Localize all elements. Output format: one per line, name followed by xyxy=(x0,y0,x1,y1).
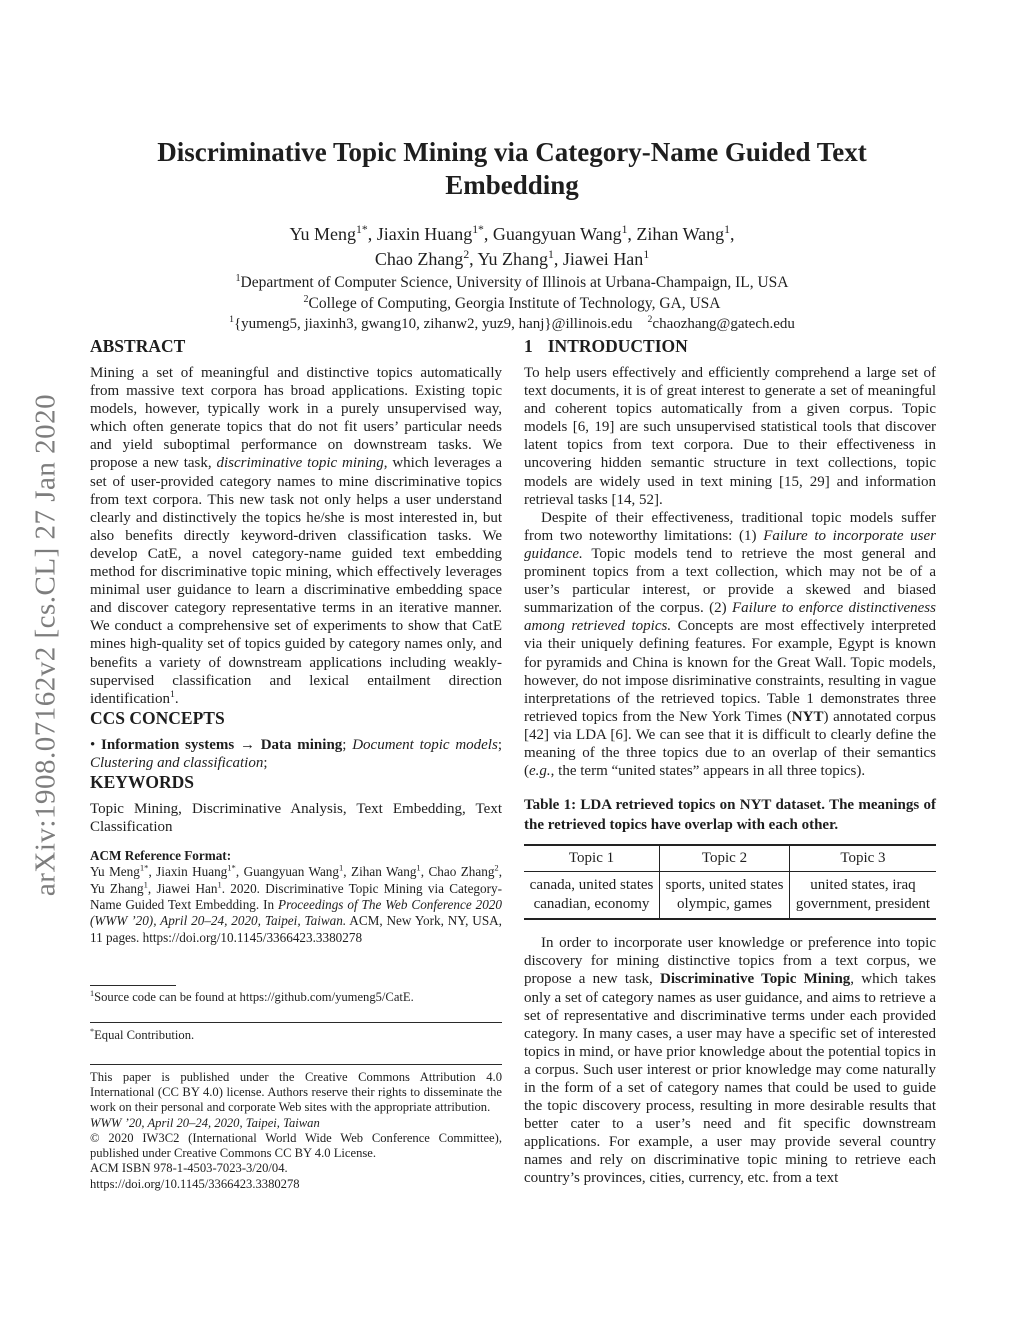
license-venue: WWW ’20, April 20–24, 2020, Taipei, Taiwan xyxy=(90,1115,320,1130)
introduction-para-3: In order to incorporate user knowledge or preference into topic discovery for mining distinctive topics from a text corpus, we propose a new task, Discriminative Topic Mining, which takes only a set of category names as user guidance, and aims to retrieve a set of representative and discriminative terms under each provided category. In many cases, a user may have a specific set of interested topics in mind, or have prior knowledge about the potential topics in a corpus. Such user interest or prior knowledge may come naturally in the form of a set of category names that could be used to guide the topic discovery process, resulting in more desirable results that better cater to a user’s need and fit specific downstream applications. For example, a user may provide several country names and rely on discriminative topic mining to retrieve each country’s provinces, cities, currency, etc. from a text xyxy=(524,935,936,1187)
footnote-rule-1 xyxy=(90,1022,502,1023)
table1-topic2-line1: sports, united states xyxy=(665,877,784,894)
introduction-heading-label: INTRODUCTION xyxy=(547,336,688,356)
ccs-heading: CCS CONCEPTS xyxy=(90,707,225,728)
license-doi: https://doi.org/10.1145/3366423.3380278 xyxy=(90,1176,300,1191)
paper-title-line2: Embedding xyxy=(445,170,579,200)
keywords-text: Topic Mining, Discriminative Analysis, Text Embedding, Text Classification xyxy=(90,800,502,836)
authors-line-2: Chao Zhang$^2$, Yu Zhang$^1$, Jiawei Han$^1$ xyxy=(374,248,650,269)
table1-topic2-line2: olympic, games xyxy=(676,895,772,912)
paper-title-line1: Discriminative Topic Mining via Category-Name Guided Text xyxy=(157,137,867,167)
footnote-equal-contribution: *Equal Contribution. xyxy=(90,1027,195,1043)
acm-reference-heading: ACM Reference Format: xyxy=(90,848,232,864)
arxiv-watermark: arXiv:1908.07162v2 [cs.CL] 27 Jan 2020 xyxy=(29,393,62,897)
introduction-heading xyxy=(524,336,936,356)
left-column xyxy=(90,336,502,1192)
table1-body-row xyxy=(524,872,936,920)
introduction-section-number: 1 xyxy=(524,336,533,356)
abstract-heading: ABSTRACT xyxy=(90,336,186,356)
affiliation-2: $^2$College of Computing, Georgia Institute of Technology, GA, USA xyxy=(303,293,721,312)
paper-title xyxy=(0,136,1024,202)
footnote-rule-2 xyxy=(90,1064,502,1065)
footnote-source-code: $^1$Source code can be found at https://github.com/yumeng5/CatE. xyxy=(90,988,414,1005)
table1-topic1-line1: canada, united states xyxy=(529,877,654,894)
affiliation-1: $^1$Department of Computer Science, University of Illinois at Urbana-Champaign, IL, USA xyxy=(235,272,789,291)
keywords-heading: KEYWORDS xyxy=(90,771,195,792)
authors-line-1: Yu Meng$^{1*}$, Jiaxin Huang$^{1*}$, Guangyuan Wang$^1$, Zihan Wang$^1$, xyxy=(289,223,735,244)
table1 xyxy=(524,844,936,920)
acm-reference-text: Yu Meng$^{1*}$, Jiaxin Huang$^{1*}$, Guangyuan Wang$^1$, Zihan Wang$^1$, Chao Zhang$^2$, Yu Zhang$^1$, Jiawei Han$^1$. 2020. Discriminative Topic Mining via Category-Name Guided Text Embedding. In Proceedings of The Web Conference 2020 (WWW ’20), April 20–24, 2020, Taipei, Taiwan. ACM, New York, NY, USA, 11 pages. https://doi.org/10.1145/3366423.3380278 xyxy=(90,863,503,945)
license-text: This paper is published under the Creative Commons Attribution 4.0 International (CC BY 4.0) license. Authors reserve their rights to disseminate the work on their personal and corporate Web sites with the appropriate attribution. xyxy=(90,1069,502,1115)
right-column xyxy=(524,336,936,1188)
table1-header-row xyxy=(524,845,936,872)
license-copyright: © 2020 IW3C2 (International World Wide Web Conference Committee), published under Creative Commons CC BY 4.0 License. xyxy=(90,1130,502,1161)
table1-header-topic2: Topic 2 xyxy=(660,845,790,872)
table1-topic3-line2: government, president xyxy=(795,895,931,912)
license-isbn: ACM ISBN 978-1-4503-7023-3/20/04. xyxy=(90,1161,288,1176)
table1-caption: Table 1: LDA retrieved topics on NYT dataset. The meanings of the retrieved topics have overlap with each other. xyxy=(524,797,936,833)
table1-cell-topic1 xyxy=(524,872,660,920)
footnote-rule-short xyxy=(90,985,176,986)
table1-header-topic1: Topic 1 xyxy=(524,845,660,872)
ccs-text: • Information systems → Data mining; Document topic models; Clustering and classification; xyxy=(90,736,502,771)
authors-block xyxy=(0,222,1024,272)
table1-topic3-line1: united states, iraq xyxy=(810,877,916,894)
table1-cell-topic3 xyxy=(789,872,936,920)
acm-reference-block xyxy=(90,848,502,946)
table1-header-topic3: Topic 3 xyxy=(789,845,936,872)
author-emails: $^1${yumeng5, jiaxinh3, gwang10, zihanw2, yuz9, hanj}@illinois.edu $^2$chaozhang@gatech.edu xyxy=(229,314,795,332)
table1-cell-topic2 xyxy=(660,872,790,920)
introduction-para-2: Despite of their effectiveness, traditional topic models suffer from two noteworthy limitations: (1) Failure to incorporate user guidance. Topic models tend to retrieve the most general and prominent topics from a text collection, which may not be of a user’s particular interest, or provide a skewed and biased summarization of the corpus. (2) Failure to enforce distinctiveness among retrieved topics. Concepts are most effectively interpreted via their uniquely defining features. For example, Egypt is known for pyramids and China is known for the Great Wall. Topic models, however, do not impose disriminative constraints, resulting in vague interpretations of the retrieved topics. Table 1 demonstrates three retrieved topics from the New York Times (NYT) annotated corpus [42] via LDA [6]. We can see that it is difficult to clearly define the meaning of the three topics due to an overlap of their semantics (e.g., the term “united states” appears in all three topics). xyxy=(524,509,936,780)
introduction-para-1: To help users effectively and efficiently comprehend a large set of text documents, it is of great interest to generate a set of meaningful and coherent topics automatically from a given corpus. Topic models [6, 19] are such unsupervised statistical tools that discover latent topics from text corpora. Due to their effectiveness in uncovering hidden semantic structure in text collections, topic models are widely used in text mining [15, 29] and information retrieval tasks [14, 52]. xyxy=(524,365,936,508)
abstract-text: Mining a set of meaningful and distinctive topics automatically from massive text corpora has broad applications. Existing topic models, however, typically work in a purely unsupervised way, which often generate topics that do not fit users’ particular needs and yield suboptimal performance on downstream tasks. We propose a new task, discriminative topic mining, which leverages a set of user-provided category names to mine discriminative topics from text corpora. This new task not only helps a user understand clearly and distinctively the topics he/she is most interested in, but also benefits directly keyword-driven classification tasks. We develop CatE, a novel category-name guided text embedding method for discriminative topic mining, which effectively leverages minimal user guidance to learn a discriminative embedding space and discover category representative terms in an iterative manner. We conduct a comprehensive set of experiments to show that CatE mines high-quality set of topics guided by category names only, and benefits a variety of downstream applications including weakly-supervised classification and lexical entailment direction identification$^1$. xyxy=(90,365,502,707)
paper-header xyxy=(0,136,1024,335)
footnote-cluster xyxy=(90,985,502,1192)
table1-topic1-line2: canadian, economy xyxy=(533,895,650,912)
